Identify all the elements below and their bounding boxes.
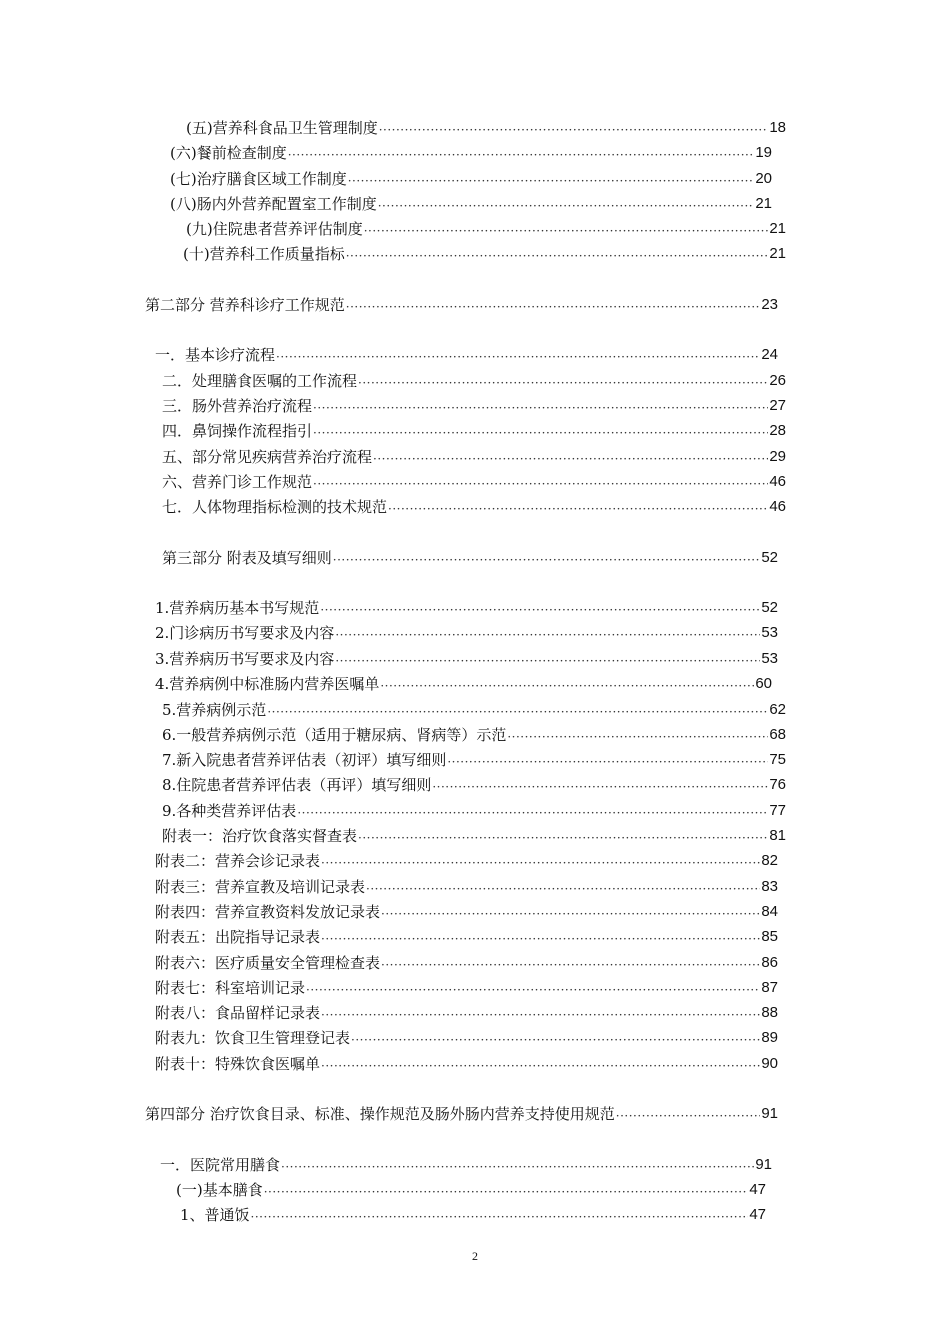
toc-entry-page: 87 [761, 979, 778, 996]
toc-leader-dots [373, 450, 768, 468]
toc-entry-page: 18 [769, 119, 786, 136]
toc-leader-dots [346, 247, 769, 265]
toc-entry [155, 1002, 778, 1024]
toc-entry [162, 825, 786, 847]
toc-entry-label: 1.营养病历基本书写规范 [155, 599, 320, 617]
toc-leader-dots [306, 981, 760, 999]
toc-leader-dots [381, 956, 760, 974]
toc-entry-label: 一．基本诊疗流程 [155, 346, 276, 364]
toc-part-heading [145, 294, 778, 316]
toc-entry-label: 附表四：营养宣教资料发放记录表 [155, 903, 381, 921]
toc-entry [162, 800, 786, 822]
toc-entry-page: 46 [769, 498, 786, 515]
toc-entry [155, 648, 778, 670]
toc-entry-label: 1、普通饭 [180, 1206, 250, 1224]
toc-entry [162, 370, 786, 392]
toc-leader-dots [507, 728, 768, 746]
toc-entry-label: 附表七：科室培训记录 [155, 979, 306, 997]
toc-entry-page: 27 [769, 397, 786, 414]
toc-leader-dots [313, 424, 768, 442]
toc-entry-page: 82 [761, 852, 778, 869]
toc-entry-label: 7.新入院患者营养评估表（初评）填写细则 [162, 751, 447, 769]
toc-leader-dots [379, 121, 769, 139]
toc-entry-label: (五)营养科食品卫生管理制度 [186, 119, 378, 137]
toc-entry [155, 901, 778, 923]
toc-leader-dots [320, 601, 760, 619]
toc-entry [186, 117, 786, 139]
toc-entry-page: 75 [769, 751, 786, 768]
toc-leader-dots [267, 703, 768, 721]
toc-entry-label: 附表三：营养宣教及培训记录表 [155, 878, 366, 896]
toc-entry [162, 420, 786, 442]
toc-entry-label: 一．医院常用膳食 [160, 1156, 281, 1174]
toc-entry [155, 850, 778, 872]
toc-entry-label: 第二部分 营养科诊疗工作规范 [145, 296, 345, 314]
toc-entry-label: 8.住院患者营养评估表（再评）填写细则 [162, 776, 432, 794]
toc-entry-page: 91 [761, 1105, 778, 1122]
toc-leader-dots [297, 804, 768, 822]
toc-leader-dots [616, 1107, 761, 1125]
toc-entry-label: 2.门诊病历书写要求及内容 [155, 624, 335, 642]
toc-leader-dots [335, 626, 760, 644]
toc-entry-page: 19 [755, 144, 772, 161]
toc-entry [162, 699, 786, 721]
toc-entry-label: (八)肠内外营养配置室工作制度 [170, 195, 377, 213]
toc-leader-dots [333, 551, 761, 569]
toc-entry-label: 附表九：饮食卫生管理登记表 [155, 1029, 351, 1047]
toc-entry-page: 68 [769, 726, 786, 743]
toc-entry-label: (十)营养科工作质量指标 [183, 245, 345, 263]
toc-entry-page: 52 [761, 599, 778, 616]
toc-leader-dots [447, 753, 768, 771]
toc-entry [155, 597, 778, 619]
toc-entry-page: 86 [761, 954, 778, 971]
toc-entry-page: 28 [769, 422, 786, 439]
toc-entry-page: 83 [761, 878, 778, 895]
toc-entry-page: 29 [769, 448, 786, 465]
toc-entry [186, 218, 786, 240]
toc-entry [162, 724, 786, 746]
toc-entry-label: 二．处理膳食医嘱的工作流程 [162, 372, 358, 390]
toc-leader-dots [321, 930, 760, 948]
toc-entry-label: 3.营养病历书写要求及内容 [155, 650, 335, 668]
toc-leader-dots [313, 475, 768, 493]
toc-entry-label: (六)餐前检查制度 [170, 144, 287, 162]
toc-entry [162, 749, 786, 771]
toc-entry-page: 53 [761, 624, 778, 641]
toc-leader-dots [432, 778, 768, 796]
toc-entry-page: 90 [761, 1055, 778, 1072]
toc-entry-page: 24 [761, 346, 778, 363]
toc-entry [155, 1053, 778, 1075]
toc-leader-dots [276, 348, 760, 366]
toc-entry-page: 76 [769, 776, 786, 793]
toc-leader-dots [313, 399, 768, 417]
toc-entry-label: 附表十：特殊饮食医嘱单 [155, 1055, 321, 1073]
toc-leader-dots [251, 1208, 749, 1226]
toc-entry-label: 六、营养门诊工作规范 [162, 473, 313, 491]
toc-entry-page: 81 [769, 827, 786, 844]
toc-entry-page: 88 [761, 1004, 778, 1021]
toc-entry-page: 60 [755, 675, 772, 692]
toc-leader-dots [378, 197, 755, 215]
toc-leader-dots [380, 677, 754, 695]
toc-entry-label: 附表六：医疗质量安全管理检查表 [155, 954, 381, 972]
toc-entry-label: 附表八：食品留样记录表 [155, 1004, 321, 1022]
toc-leader-dots [358, 374, 768, 392]
toc-part-heading [162, 547, 778, 569]
toc-entry [162, 395, 786, 417]
toc-entry-page: 62 [769, 701, 786, 718]
toc-entry [170, 168, 772, 190]
toc-entry-page: 52 [761, 549, 778, 566]
toc-entry [155, 673, 772, 695]
toc-entry-page: 20 [755, 170, 772, 187]
toc-leader-dots [348, 172, 755, 190]
toc-leader-dots [388, 500, 768, 518]
toc-entry-page: 26 [769, 372, 786, 389]
toc-leader-dots [366, 880, 760, 898]
toc-entry-label: 三．肠外营养治疗流程 [162, 397, 313, 415]
toc-entry [155, 1027, 778, 1049]
toc-entry-page: 85 [761, 928, 778, 945]
toc-entry-page: 84 [761, 903, 778, 920]
toc-entry-label: (七)治疗膳食区域工作制度 [170, 170, 347, 188]
toc-entry-label: 四．鼻饲操作流程指引 [162, 422, 313, 440]
toc-entry-page: 91 [755, 1156, 772, 1173]
toc-entry [183, 243, 786, 265]
toc-entry-page: 21 [755, 195, 772, 212]
toc-leader-dots [321, 1057, 760, 1075]
toc-entry [170, 142, 772, 164]
toc-entry-label: 第三部分 附表及填写细则 [162, 549, 332, 567]
toc-leader-dots [381, 905, 760, 923]
toc-entry-label: 七．人体物理指标检测的技术规范 [162, 498, 388, 516]
toc-entry-page: 47 [749, 1181, 766, 1198]
toc-entry-label: (九)住院患者营养评估制度 [186, 220, 363, 238]
toc-entry [176, 1179, 766, 1201]
toc-leader-dots [321, 1006, 760, 1024]
toc-entry [160, 1154, 772, 1176]
toc-entry [155, 876, 778, 898]
toc-entry-label: 5.营养病例示范 [162, 701, 267, 719]
toc-entry [162, 496, 786, 518]
toc-entry [170, 193, 772, 215]
toc-leader-dots [358, 829, 768, 847]
toc-entry-label: (一)基本膳食 [176, 1181, 263, 1199]
toc-entry-label: 9.各种类营养评估表 [162, 802, 297, 820]
toc-entry [162, 774, 786, 796]
toc-entry [180, 1204, 766, 1226]
toc-leader-dots [346, 298, 761, 316]
toc-leader-dots [264, 1183, 749, 1201]
toc-leader-dots [321, 854, 760, 872]
toc-entry-label: 附表一：治疗饮食落实督查表 [162, 827, 358, 845]
toc-leader-dots [351, 1031, 760, 1049]
toc-leader-dots [281, 1158, 754, 1176]
toc-leader-dots [288, 146, 755, 164]
toc-entry-label: 附表五：出院指导记录表 [155, 928, 321, 946]
toc-entry-page: 77 [769, 802, 786, 819]
toc-leader-dots [335, 652, 760, 670]
toc-entry-label: 4.营养病例中标准肠内营养医嘱单 [155, 675, 380, 693]
toc-entry-page: 21 [769, 220, 786, 237]
toc-entry-label: 第四部分 治疗饮食目录、标准、操作规范及肠外肠内营养支持使用规范 [145, 1105, 615, 1123]
toc-entry-label: 6.一般营养病例示范（适用于糖尿病、肾病等）示范 [162, 726, 507, 744]
toc-entry [155, 926, 778, 948]
toc-entry [155, 952, 778, 974]
toc-entry-page: 23 [761, 296, 778, 313]
toc-entry-label: 五、部分常见疾病营养治疗流程 [162, 448, 373, 466]
toc-entry-page: 89 [761, 1029, 778, 1046]
toc-entry-page: 21 [769, 245, 786, 262]
toc-entry [155, 622, 778, 644]
toc-entry [162, 471, 786, 493]
toc-entry-page: 53 [761, 650, 778, 667]
page-number: 2 [472, 1249, 478, 1263]
toc-entry-page: 47 [749, 1206, 766, 1223]
toc-leader-dots [364, 222, 769, 240]
toc-entry [155, 344, 778, 366]
toc-entry-label: 附表二：营养会诊记录表 [155, 852, 321, 870]
toc-entry [162, 446, 786, 468]
toc-part-heading [145, 1103, 778, 1125]
toc-entry [155, 977, 778, 999]
toc-entry-page: 46 [769, 473, 786, 490]
